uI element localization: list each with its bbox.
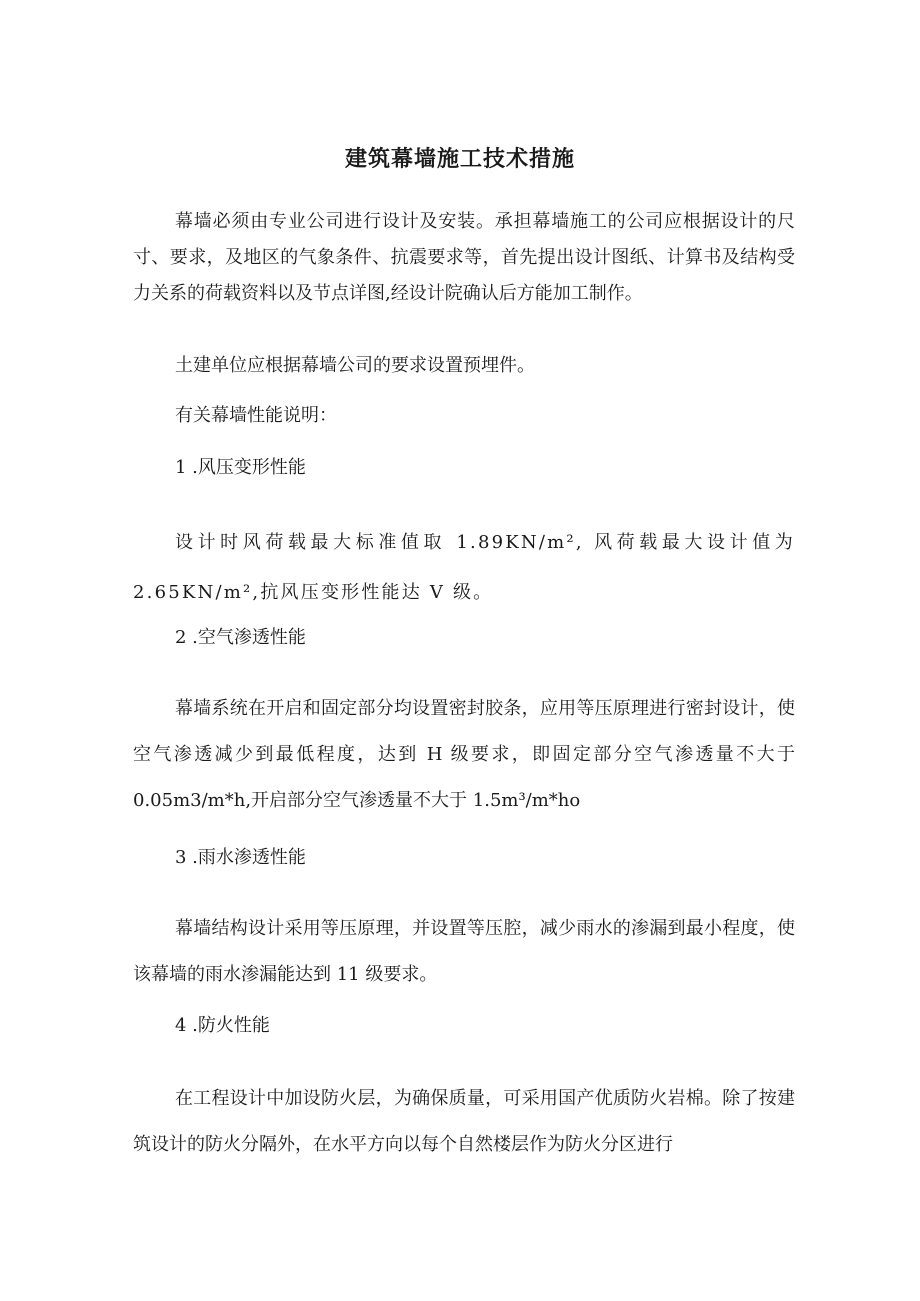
section-2-heading: 2 .空气渗透性能 bbox=[175, 627, 306, 648]
section-3-heading: 3 .雨水渗透性能 bbox=[175, 847, 306, 868]
section-1-heading: 1 .风压变形性能 bbox=[175, 457, 306, 478]
section-2-body: 幕墙系统在开启和固定部分均设置密封胶条，应用等压原理进行密封设计，使空气渗透减少到最低程度，达到 H 级要求，即固定部分空气渗透量不大于 0.05m3∕m*h,开启部分空气渗透量不大于 1.5m³∕m*ho bbox=[133, 698, 795, 811]
intro-paragraph-1: 幕墙必须由专业公司进行设计及安装。承担幕墙施工的公司应根据设计的尺寸、要求，及地区的气象条件、抗震要求等，首先提出设计图纸、计算书及结构受力关系的荷载资料以及节点详图,经设计院确认后方能加工制作。 bbox=[133, 211, 795, 304]
section-4-heading: 4 .防火性能 bbox=[175, 1015, 270, 1036]
intro-paragraph-3: 有关幕墙性能说明： bbox=[175, 405, 337, 426]
section-1-body: 设计时风荷载最大标准值取 1.89KN∕m², 风荷载最大设计值为 2.65KN∕m²,抗风压变形性能达 V 级。 bbox=[133, 532, 795, 603]
section-4-body: 在工程设计中加设防火层，为确保质量，可采用国产优质防火岩棉。除了按建筑设计的防火分隔外，在水平方向以每个自然楼层作为防火分区进行 bbox=[133, 1088, 795, 1155]
section-3-body: 幕墙结构设计采用等压原理，并设置等压腔，减少雨水的渗漏到最小程度，使该幕墙的雨水渗漏能达到 11 级要求。 bbox=[133, 918, 795, 985]
intro-paragraph-2: 土建单位应根据幕墙公司的要求设置预埋件。 bbox=[175, 355, 535, 376]
document-title: 建筑幕墙施工技术措施 bbox=[344, 146, 575, 172]
